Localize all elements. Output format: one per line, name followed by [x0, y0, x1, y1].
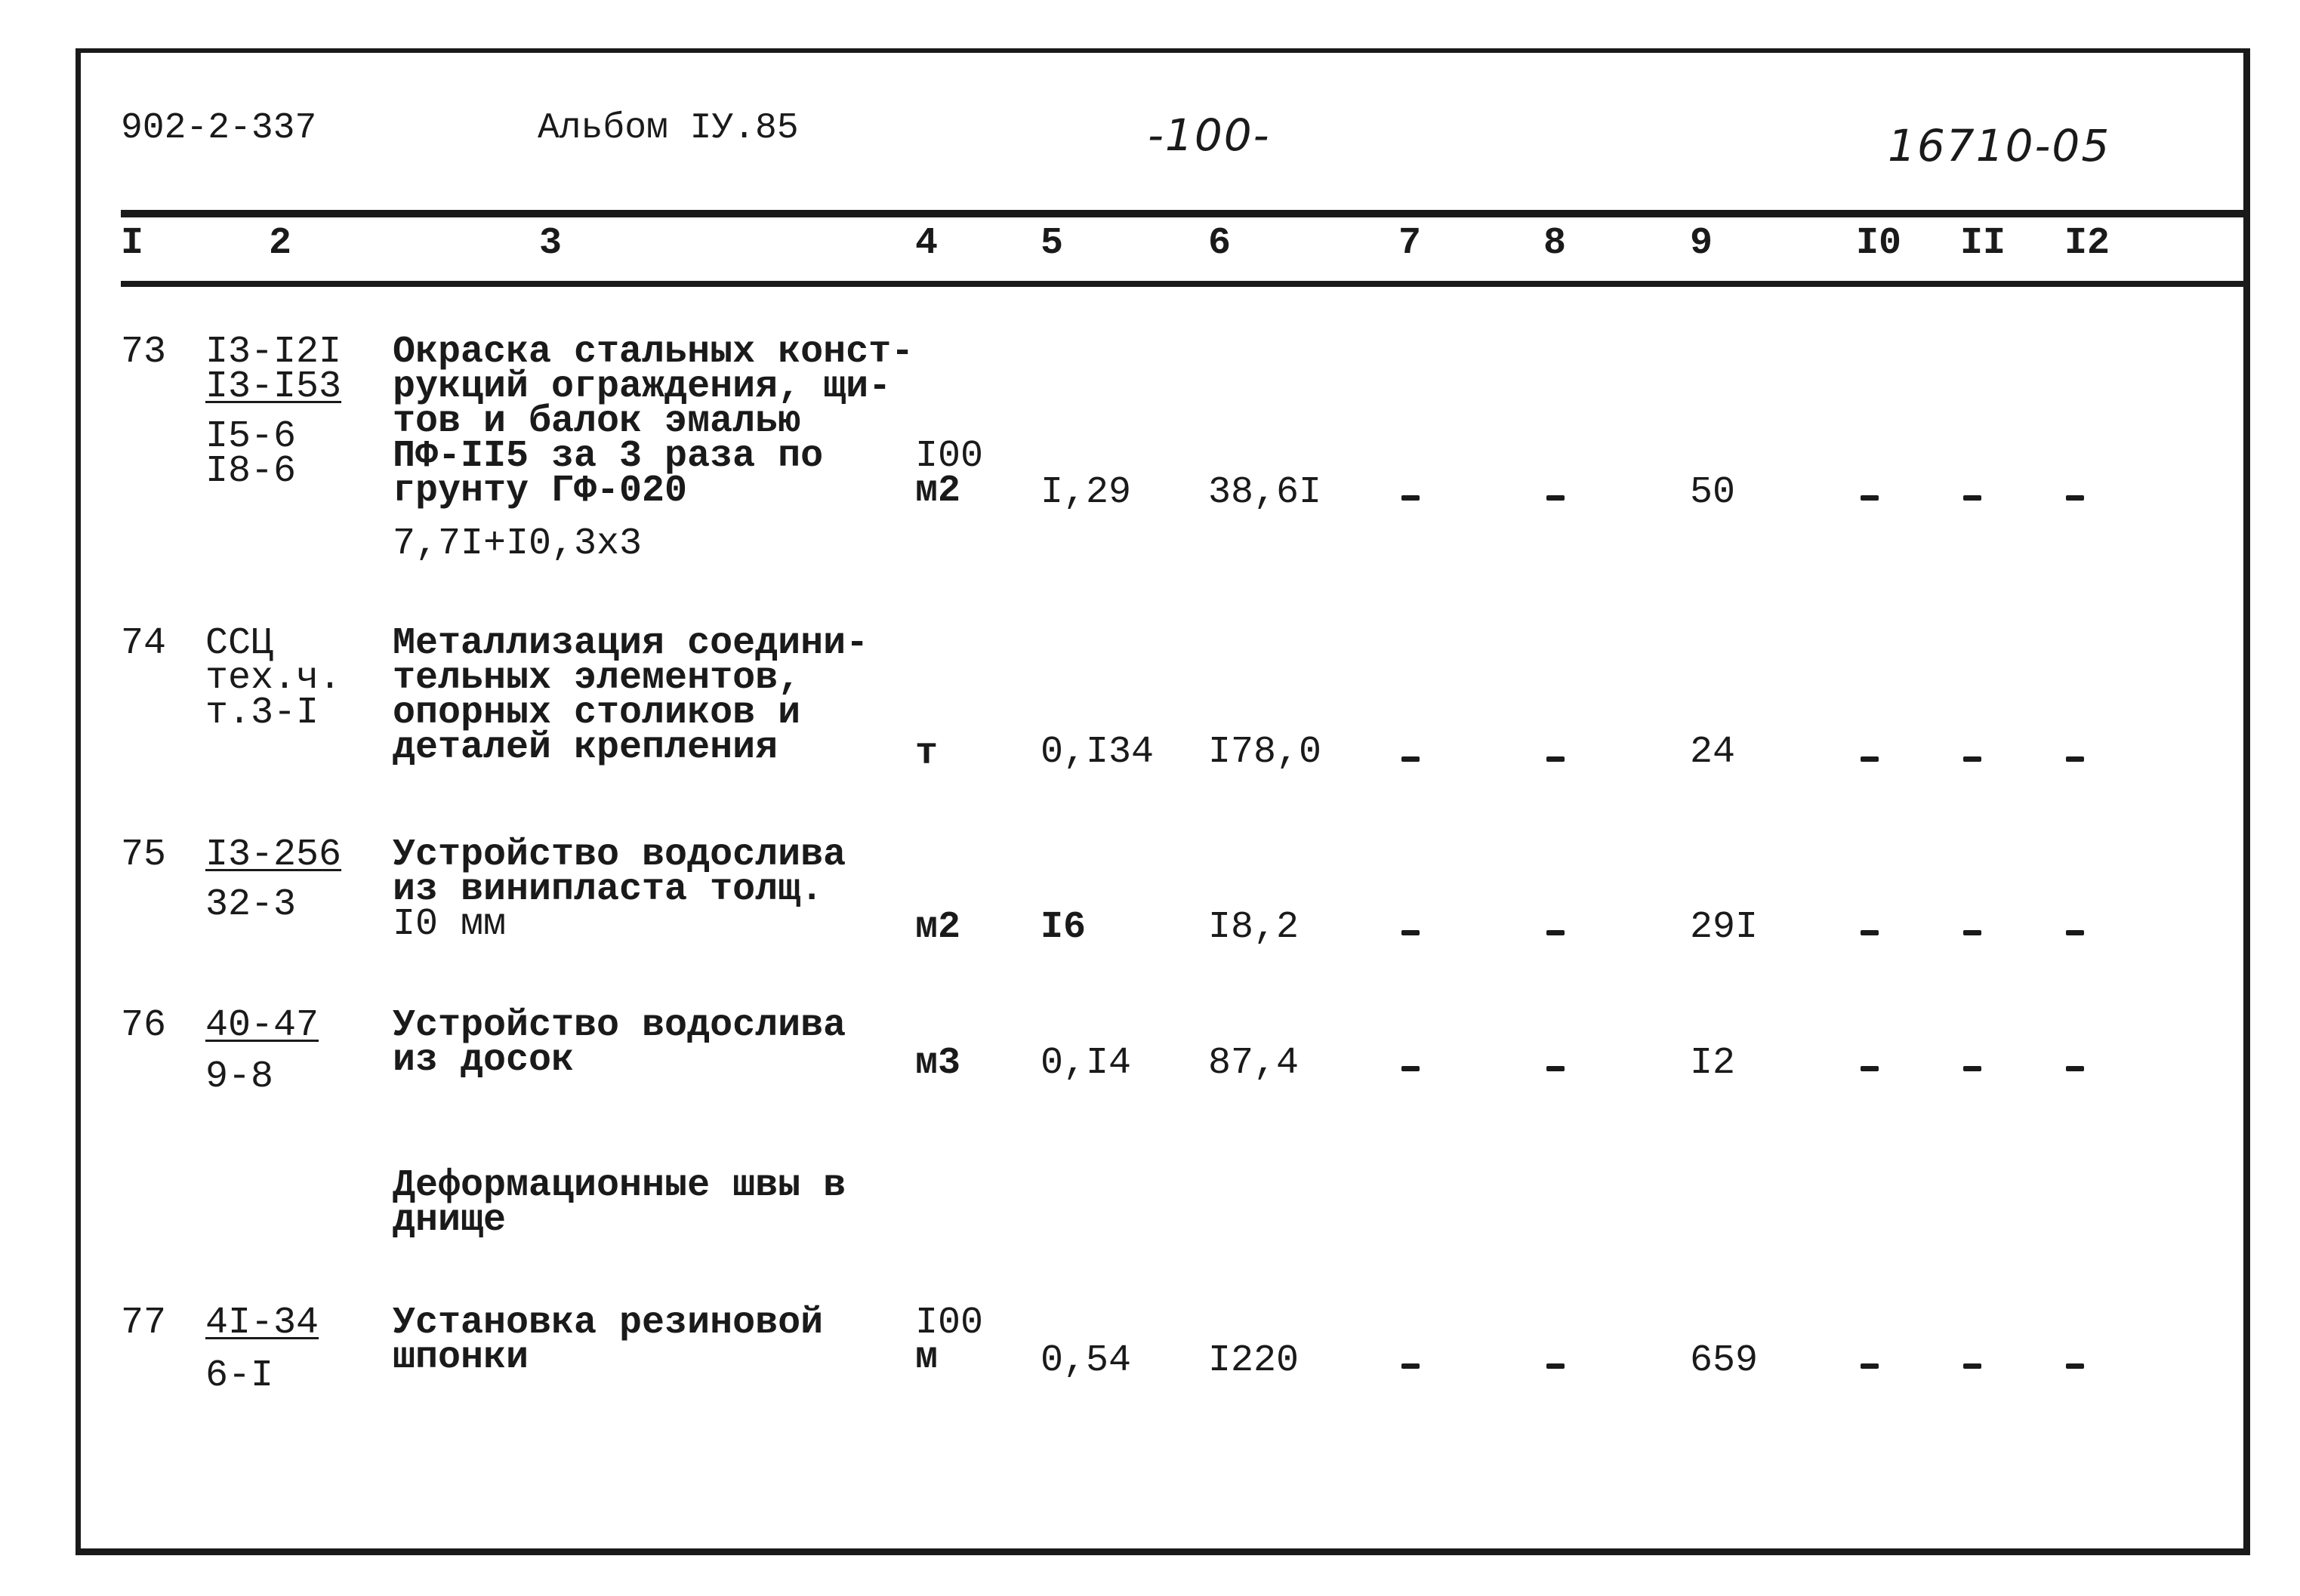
quantity: 0,I34	[1041, 731, 1155, 774]
col7-value	[1398, 1046, 1421, 1081]
norm-code: I3-256	[205, 833, 342, 877]
work-description: грунту ГФ-020	[393, 470, 688, 513]
norm-code: тех.ч.	[205, 657, 342, 700]
col-header-10: I0	[1856, 222, 1902, 265]
unit-price: 87,4	[1208, 1042, 1300, 1085]
dash-mark	[1963, 756, 1981, 762]
norm-code: т.3-I	[205, 692, 319, 735]
col-header-6: 6	[1208, 222, 1232, 265]
norm-code: 40-47	[205, 1004, 319, 1047]
dash-mark	[1546, 495, 1565, 501]
dash-mark	[1401, 1363, 1420, 1369]
dash-mark	[2066, 1363, 2084, 1369]
col10-value	[1858, 1344, 1880, 1379]
col11-value	[1960, 476, 1983, 510]
norm-code: 6-I	[205, 1354, 274, 1397]
col12-value	[2063, 735, 2086, 770]
unit: м	[915, 1336, 939, 1379]
dash-mark	[1861, 930, 1879, 935]
header-rule-bottom	[121, 281, 2250, 287]
col-header-8: 8	[1543, 222, 1567, 265]
col8-value	[1543, 735, 1566, 770]
dash-mark	[1401, 495, 1420, 501]
col7-value	[1398, 476, 1421, 510]
norm-code: ССЦ	[205, 622, 274, 665]
work-description: Устройство водослива	[393, 1004, 846, 1047]
dash-mark	[1546, 1066, 1565, 1071]
col11-value	[1960, 910, 1983, 945]
col12-value	[2063, 1046, 2086, 1081]
unit-price: I220	[1208, 1339, 1300, 1382]
work-description: шпонки	[393, 1336, 529, 1379]
unit: I00	[915, 435, 984, 478]
col7-value	[1398, 1344, 1421, 1379]
col7-value	[1398, 735, 1421, 770]
dash-mark	[1546, 1363, 1565, 1369]
norm-code: I8-6	[205, 450, 297, 493]
col-header-12: I2	[2064, 222, 2110, 265]
col8-value	[1543, 476, 1566, 510]
unit: т	[915, 732, 939, 775]
col10-value	[1858, 1046, 1880, 1081]
col8-value	[1543, 1344, 1566, 1379]
section-heading-line: днище	[393, 1199, 507, 1242]
dash-mark	[2066, 495, 2084, 501]
dash-mark	[1546, 930, 1565, 935]
dash-mark	[1861, 756, 1879, 762]
work-description: из винипласта толщ.	[393, 868, 824, 911]
unit: I00	[915, 1302, 984, 1345]
quantity: I,29	[1041, 471, 1132, 514]
work-description: Установка резиновой	[393, 1302, 824, 1345]
row-number: 76	[121, 1004, 167, 1047]
norm-code: I5-6	[205, 415, 297, 458]
work-description: I0 мм	[393, 903, 507, 946]
header-rule-top	[121, 210, 2250, 217]
dash-mark	[1401, 930, 1420, 935]
quantity-formula: 7,7I+I0,3x3	[393, 522, 643, 565]
work-description: Устройство водослива	[393, 833, 846, 877]
page-number: -100-	[1148, 109, 1271, 161]
total-cost: 29I	[1690, 906, 1759, 949]
row-number: 73	[121, 331, 167, 374]
unit: м3	[915, 1042, 961, 1085]
total-cost: I2	[1690, 1042, 1736, 1085]
dash-mark	[1963, 1363, 1981, 1369]
col12-value	[2063, 1344, 2086, 1379]
col-header-2: 2	[269, 222, 292, 265]
dash-mark	[1861, 495, 1879, 501]
norm-code: 9-8	[205, 1055, 274, 1098]
work-description: тов и балок эмалью	[393, 400, 801, 443]
col10-value	[1858, 476, 1880, 510]
unit: м2	[915, 470, 961, 513]
row-number: 75	[121, 833, 167, 877]
dash-mark	[2066, 930, 2084, 935]
col7-value	[1398, 910, 1421, 945]
col10-value	[1858, 735, 1880, 770]
section-heading-line: Деформационные швы в	[393, 1164, 846, 1207]
norm-code: I3-I53	[205, 365, 342, 408]
unit-price: 38,6I	[1208, 471, 1322, 514]
col-header-5: 5	[1041, 222, 1064, 265]
total-cost: 659	[1690, 1339, 1759, 1382]
sheet-code: 16710-05	[1888, 120, 2111, 171]
dash-mark	[2066, 1066, 2084, 1071]
dash-mark	[1963, 495, 1981, 501]
norm-code: I3-I2I	[205, 331, 342, 374]
col8-value	[1543, 910, 1566, 945]
quantity: I6	[1041, 906, 1087, 949]
col-header-11: II	[1960, 222, 2006, 265]
col11-value	[1960, 1344, 1983, 1379]
col11-value	[1960, 735, 1983, 770]
col-header-7: 7	[1398, 222, 1422, 265]
norm-code: 32-3	[205, 883, 297, 926]
norm-code: 4I-34	[205, 1302, 319, 1345]
unit: м2	[915, 906, 961, 949]
work-description: опорных столиков и	[393, 692, 801, 735]
dash-mark	[1401, 1066, 1420, 1071]
work-description: тельных элементов,	[393, 657, 801, 700]
row-number: 74	[121, 622, 167, 665]
quantity: 0,54	[1041, 1339, 1132, 1382]
quantity: 0,I4	[1041, 1042, 1132, 1085]
dash-mark	[1546, 756, 1565, 762]
col-header-4: 4	[915, 222, 939, 265]
doc-code: 902-2-337	[121, 108, 317, 149]
col10-value	[1858, 910, 1880, 945]
album-label: Альбом IУ.85	[538, 108, 799, 149]
work-description: из досок	[393, 1039, 575, 1082]
dash-mark	[1401, 756, 1420, 762]
total-cost: 24	[1690, 731, 1736, 774]
work-description: Металлизация соедини-	[393, 622, 869, 665]
col-header-3: 3	[539, 222, 563, 265]
col11-value	[1960, 1046, 1983, 1081]
total-cost: 50	[1690, 471, 1736, 514]
work-description: Окраска стальных конст-	[393, 331, 914, 374]
unit-price: I8,2	[1208, 906, 1300, 949]
col12-value	[2063, 910, 2086, 945]
dash-mark	[1963, 1066, 1981, 1071]
col8-value	[1543, 1046, 1566, 1081]
dash-mark	[1861, 1363, 1879, 1369]
unit-price: I78,0	[1208, 731, 1322, 774]
col-header-1: I	[121, 222, 144, 265]
row-number: 77	[121, 1302, 167, 1345]
dash-mark	[1861, 1066, 1879, 1071]
work-description: ПФ-II5 за 3 раза по	[393, 435, 824, 478]
col12-value	[2063, 476, 2086, 510]
work-description: деталей крепления	[393, 726, 778, 769]
work-description: рукций ограждения, щи-	[393, 365, 892, 408]
col-header-9: 9	[1690, 222, 1713, 265]
dash-mark	[2066, 756, 2084, 762]
dash-mark	[1963, 930, 1981, 935]
